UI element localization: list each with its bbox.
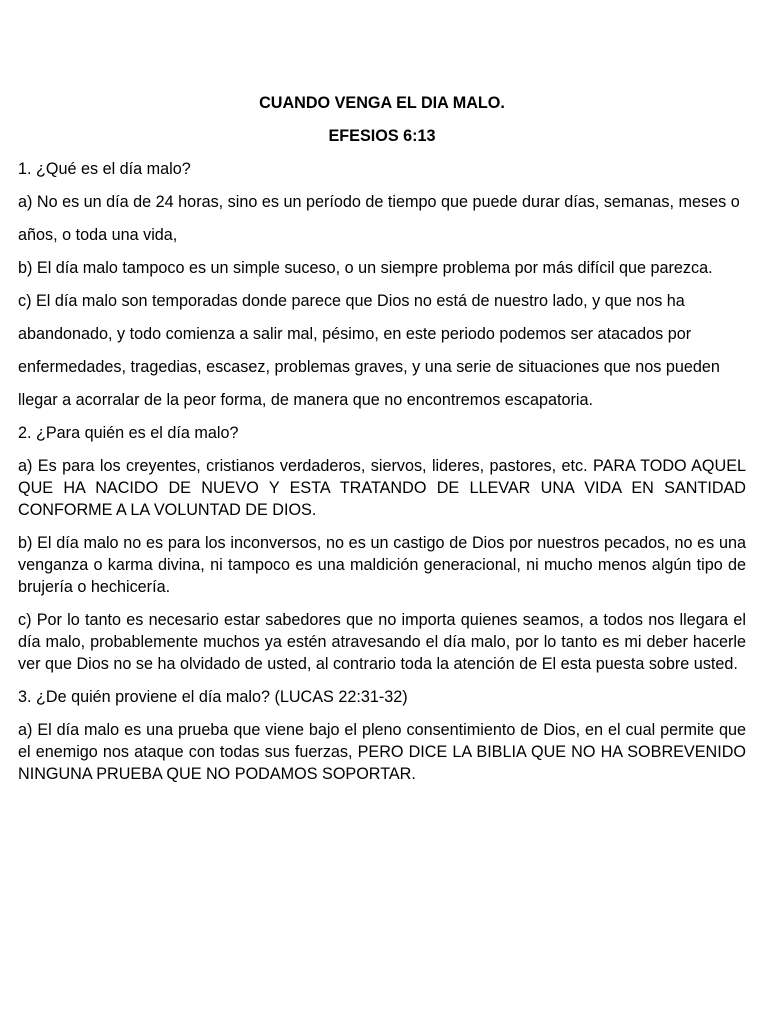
heading-question-2: 2. ¿Para quién es el día malo? xyxy=(18,424,239,442)
paragraph: b) El día malo tampoco es un simple suceso, o un siempre problema por más difícil que parezca. xyxy=(18,259,713,277)
document-title: CUANDO VENGA EL DIA MALO. xyxy=(259,94,505,112)
heading-question-1: 1. ¿Qué es el día malo? xyxy=(18,160,191,178)
paragraph: enfermedades, tragedias, escasez, problemas graves, y una serie de situaciones que nos pueden xyxy=(18,358,720,376)
heading-question-3: 3. ¿De quién proviene el día malo? (LUCAS 22:31-32) xyxy=(18,688,408,706)
paragraph: llegar a acorralar de la peor forma, de manera que no encontremos escapatoria. xyxy=(18,391,593,409)
paragraph: a) El día malo es una prueba que viene bajo el pleno consentimiento de Dios, en el cual permite que el enemigo nos ataque con todas sus fuerzas, PERO DICE LA BIBLIA QUE NO HA SOBREVENIDO NINGUNA PRUEBA QUE NO PODAMOS SOPORTAR. xyxy=(18,721,746,783)
document-subtitle: EFESIOS 6:13 xyxy=(328,127,436,145)
paragraph: a) No es un día de 24 horas, sino es un período de tiempo que puede durar días, semanas, meses o xyxy=(18,193,740,211)
paragraph: años, o toda una vida, xyxy=(18,226,178,244)
paragraph: c) Por lo tanto es necesario estar sabedores que no importa quienes seamos, a todos nos llegara el día malo, probablemente muchos ya estén atravesando el día malo, por lo tanto es mi deber hacerle ver que Dios no se ha olvidado de usted, al contrario toda la atención de El esta puesta sobre usted. xyxy=(18,611,746,673)
paragraph: abandonado, y todo comienza a salir mal, pésimo, en este periodo podemos ser atacados por xyxy=(18,325,692,343)
document-page xyxy=(18,92,746,796)
paragraph: c) El día malo son temporadas donde parece que Dios no está de nuestro lado, y que nos ha xyxy=(18,292,685,310)
paragraph: b) El día malo no es para los inconversos, no es un castigo de Dios por nuestros pecados, no es una venganza o karma divina, ni tampoco es una maldición generacional, ni mucho menos algún tipo de brujería o hechicería. xyxy=(18,534,746,596)
paragraph: a) Es para los creyentes, cristianos verdaderos, siervos, lideres, pastores, etc. PARA TODO AQUEL QUE HA NACIDO DE NUEVO Y ESTA TRATANDO DE LLEVAR UNA VIDA EN SANTIDAD CONFORME A LA VOLUNTAD DE DIOS. xyxy=(18,457,746,519)
